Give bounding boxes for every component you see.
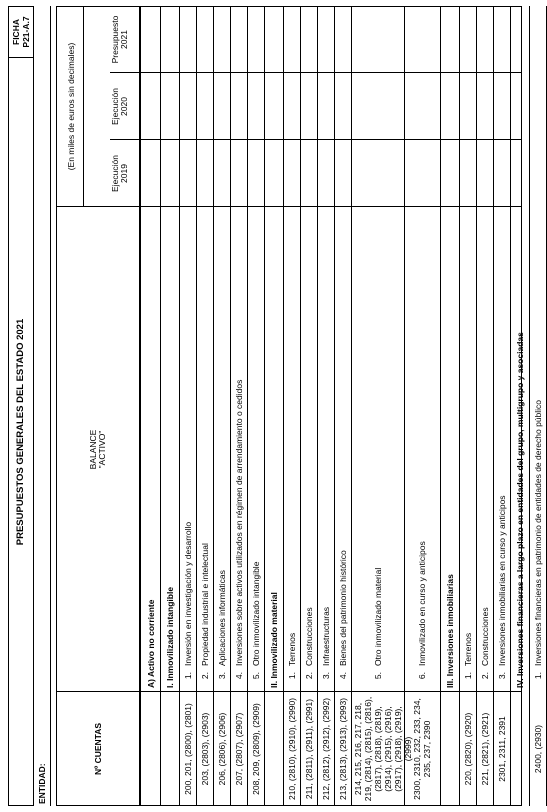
item-label: Aplicaciones informáticas: [216, 570, 227, 666]
item-label: Inversión en investigación y desarrollo: [182, 521, 193, 666]
item-label: Otro inmovilizado material: [372, 567, 383, 666]
item-label: Inmovilizado en curso y anticipos: [417, 541, 427, 666]
item-label: Terrenos: [286, 632, 297, 666]
header-balance-1: BALANCE: [88, 429, 98, 470]
account-codes: 214, 215, 216, 217, 218, 219, (2814), (2815), (2816), (2817), (2818), (2819), (2914), (2915), (2916), (2917), (2918), (2919), (2999): [352, 696, 413, 802]
header-col-2019-a: Ejecución: [110, 155, 120, 192]
row-divider: [334, 6, 335, 806]
row-divider: [283, 6, 284, 806]
item-number: 4.: [337, 672, 348, 680]
ficha-code: P21-A.7: [21, 16, 31, 48]
header-col-2021-a: Presupuesto: [110, 15, 120, 64]
item-number: 3.: [496, 672, 507, 680]
row-divider: [440, 6, 441, 806]
row-divider: [351, 6, 352, 806]
item-number: 2.: [479, 672, 490, 680]
item-label: Inversiones financieras en patrimonio de entidades de derecho público: [532, 399, 543, 666]
item-number: 5.: [372, 672, 383, 680]
page-title: PRESUPUESTOS GENERALES DEL ESTADO 2021: [15, 318, 26, 546]
item-label: Construcciones: [479, 607, 490, 666]
account-codes: 200, 201, (2800), (2801): [182, 703, 193, 795]
account-codes: 220, (2820), (2920): [462, 712, 473, 786]
header-units: (En miles de euros sin decimales): [66, 42, 76, 171]
account-codes: 207, (2807), (2907): [233, 712, 244, 786]
row-divider: [247, 6, 248, 806]
group-label: II. Inmovilizado material: [268, 592, 279, 688]
header-col-2020-b: 2020: [119, 97, 129, 116]
row-divider: [476, 6, 477, 806]
row-divider: [510, 6, 511, 806]
header-cuentas: Nº CUENTAS: [93, 722, 103, 776]
account-codes: 203, (2803), (2903): [199, 712, 210, 786]
account-codes: 213, (2813), (2913), (2993): [337, 697, 348, 801]
item-number: 1.: [462, 672, 473, 680]
item-number: 2.: [303, 672, 314, 680]
entidad-label: ENTIDAD:: [37, 763, 47, 804]
account-codes: 2301, 2311, 2391: [496, 716, 507, 782]
row-divider: [493, 6, 494, 806]
item-number: 2.: [199, 672, 210, 680]
item-label: Construcciones: [303, 607, 314, 666]
section-label: A) Activo no corriente: [145, 599, 156, 688]
group-label: I. Inmovilizado intangible: [164, 586, 175, 688]
item-number: 6.: [417, 672, 427, 680]
item-label: Infraestructuras: [320, 606, 331, 666]
header-col-2019-b: 2019: [119, 164, 129, 183]
account-codes: 208, 209, (2809), (2909): [250, 703, 261, 795]
group-label: IV. Inversiones financieras a largo plazo en entidades del grupo, multigrupo y asociadas: [514, 332, 525, 688]
item-number: 1.: [532, 672, 543, 680]
row-divider: [213, 6, 214, 806]
header-balance-2: "ACTIVO": [97, 430, 107, 469]
account-codes: 210, (2810), (2910), (2990): [286, 697, 297, 801]
item-number: 1.: [286, 672, 297, 680]
row-divider: [529, 6, 530, 806]
group-label: III. Inversiones inmobiliarias: [444, 574, 455, 688]
account-codes: 2300, 2310, 232, 233, 234, 235, 237, 2390: [412, 698, 432, 800]
account-codes: 206, (2806), (2906): [216, 712, 227, 786]
row-divider: [300, 6, 301, 806]
item-label: Bienes del patrimonio histórico: [337, 550, 348, 666]
item-label: Terrenos: [462, 632, 473, 666]
header-col-2020-a: Ejecución: [110, 88, 120, 125]
row-divider: [160, 6, 161, 806]
ficha-label: FICHA: [11, 19, 21, 45]
item-number: 4.: [233, 672, 244, 680]
account-codes: 221, (2821), (2921): [479, 712, 490, 786]
row-divider: [404, 6, 405, 806]
item-label: Inversiones sobre activos utilizados en régimen de arrendamiento o cedidos: [233, 379, 244, 666]
item-label: Propiedad industrial e intelectual: [199, 543, 210, 666]
header-col-2021-b: 2021: [119, 30, 129, 49]
item-label: Inversiones inmobiliarias en curso y anticipos: [496, 495, 507, 666]
row-divider: [230, 6, 231, 806]
item-number: 1.: [182, 672, 193, 680]
row-divider: [179, 6, 180, 806]
row-divider: [196, 6, 197, 806]
item-number: 5.: [250, 672, 261, 680]
row-divider: [264, 6, 265, 806]
row-divider: [459, 6, 460, 806]
account-codes: 212, (2812), (2912), (2992): [320, 697, 331, 801]
item-label: Otro inmovilizado intangible: [250, 561, 261, 666]
account-codes: 211, (2811), (2911), (2991): [303, 698, 314, 800]
item-number: 3.: [320, 672, 331, 680]
item-number: 3.: [216, 672, 227, 680]
row-divider: [317, 6, 318, 806]
account-codes: 2400, (2930): [532, 724, 543, 774]
